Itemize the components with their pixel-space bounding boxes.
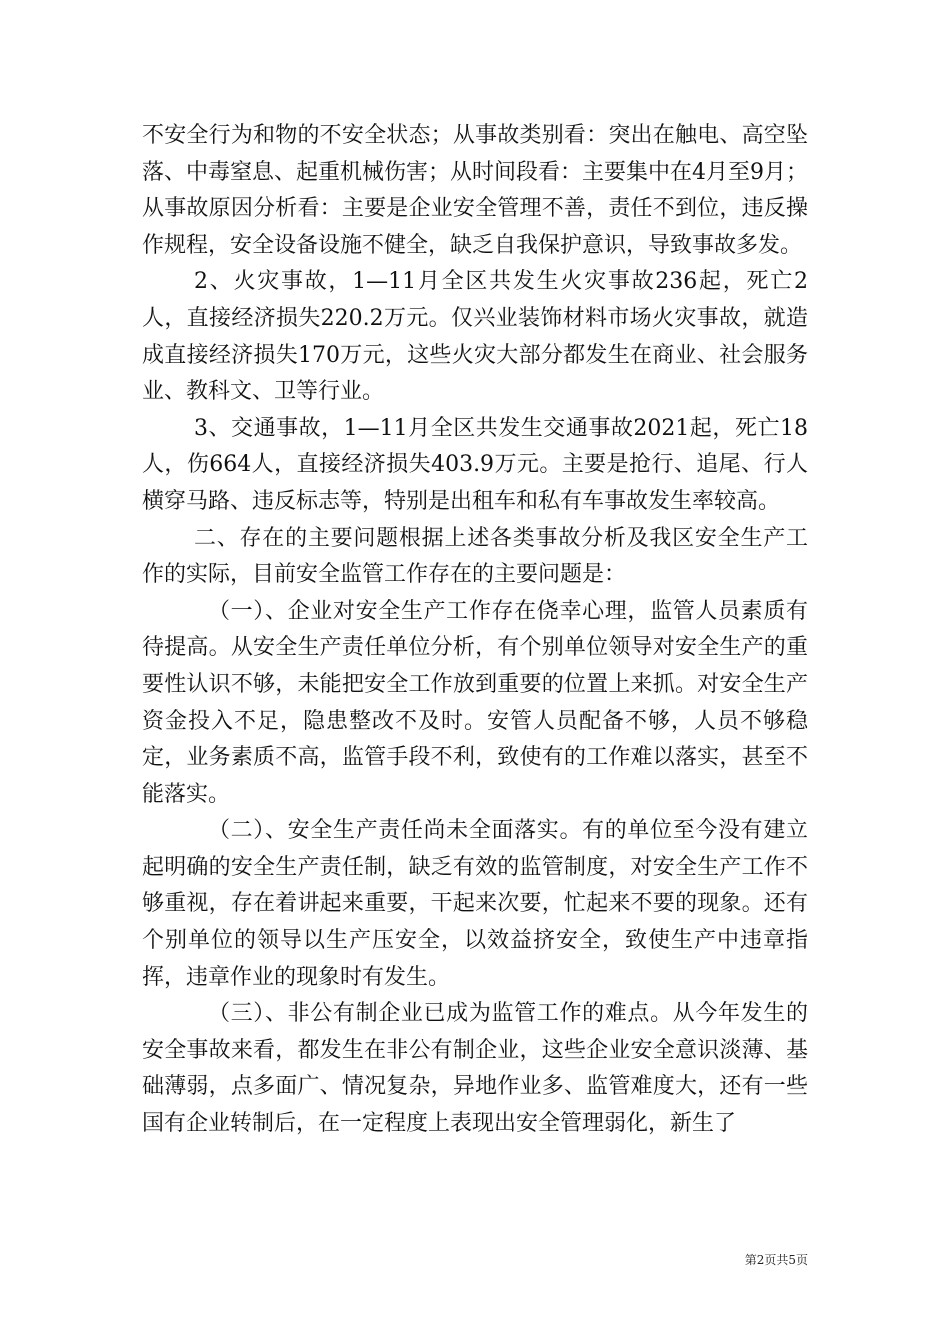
paragraph-traffic-accidents: 3、交通事故，1—11月全区共发生交通事故2021起，死亡18人，伤664人，直接经济损失403.9万元。主要是抢行、追尾、行人横穿马路、违反标志等，特别是出租车和私有车事故发生率较高。 xyxy=(142,415,808,514)
paragraph-problem-one: （一）、企业对安全生产工作存在侥幸心理，监管人员素质有待提高。从安全生产责任单位分析，有个别单位领导对安全生产的重要性认识不够，未能把安全工作放到重要的位置上来抓。对安全生产资金投入不足，隐患整改不及时。安管人员配备不够，人员不够稳定，业务素质不高，监管手段不利，致使有的工作难以落实，甚至不能落实。 xyxy=(142,598,808,807)
paragraph-continuation: 不安全行为和物的不安全状态；从事故类别看：突出在触电、高空坠落、中毒窒息、起重机械伤害；从时间段看：主要集中在4月至9月；从事故原因分析看：主要是企业安全管理不善，责任不到位，违反操作规程，安全设备设施不健全，缺乏自我保护意识，导致事故多发。 xyxy=(142,123,808,258)
paragraph-main-problems: 二、存在的主要问题根据上述各类事故分析及我区安全生产工作的实际，目前安全监管工作存在的主要问题是： xyxy=(142,525,808,588)
document-body xyxy=(142,118,808,1143)
page-number: 第2页共5页 xyxy=(744,1253,808,1267)
paragraph-problem-two: （二）、安全生产责任尚未全面落实。有的单位至今没有建立起明确的安全生产责任制，缺乏有效的监管制度，对安全生产工作不够重视，存在着讲起来重要，干起来次要，忙起来不要的现象。还有个别单位的领导以生产压安全，以效益挤安全，致使生产中违章指挥，违章作业的现象时有发生。 xyxy=(142,818,808,990)
paragraph-fire-accidents: 2、火灾事故，1—11月全区共发生火灾事故236起，死亡2人，直接经济损失220.2万元。仅兴业装饰材料市场火灾事故，就造成直接经济损失170万元，这些火灾大部分都发生在商业、社会服务业、教科文、卫等行业。 xyxy=(142,269,808,405)
paragraph-problem-three: （三）、非公有制企业已成为监管工作的难点。从今年发生的安全事故来看，都发生在非公有制企业，这些企业安全意识淡薄、基础薄弱，点多面广、情况复杂，异地作业多、监管难度大，还有一些国有企业转制后，在一定程度上表现出安全管理弱化，新生了 xyxy=(142,1001,808,1137)
